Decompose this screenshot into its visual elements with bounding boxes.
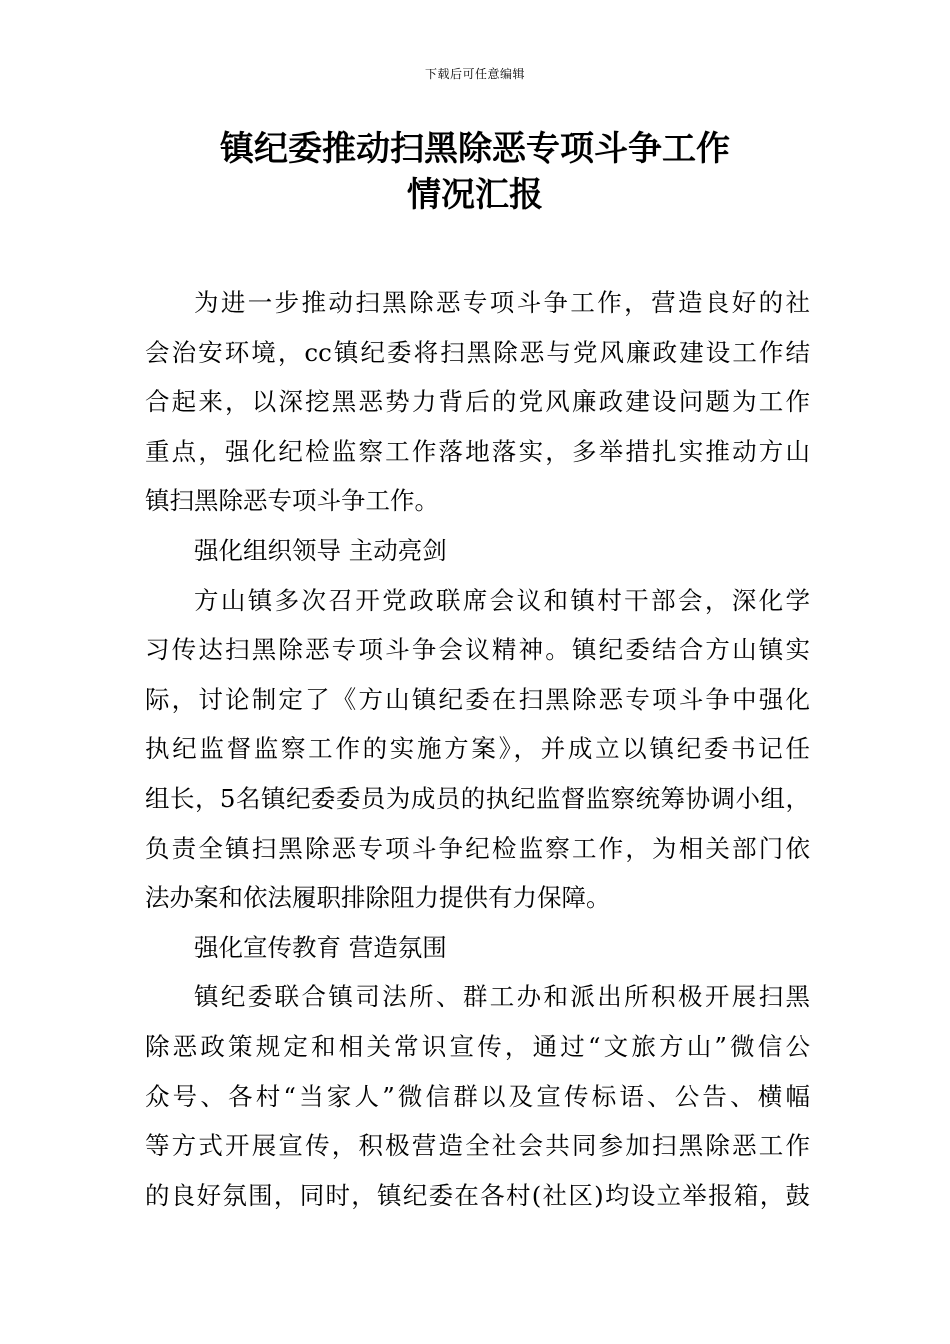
paragraph-line: 法办案和依法履职排除阻力提供有力保障。: [145, 883, 611, 913]
document-title: [0, 126, 950, 218]
paragraph-line: 的良好氛围，同时，镇纪委在各村(社区)均设立举报箱，鼓: [145, 1180, 810, 1210]
paragraph-line: 习传达扫黑除恶专项斗争会议精神。镇纪委结合方山镇实: [145, 635, 810, 665]
paragraph-line: 合起来，以深挖黑恶势力背后的党风廉政建设问题为工作: [145, 387, 810, 417]
document-body: [145, 278, 810, 1220]
paragraph-line: 执纪监督监察工作的实施方案》，并成立以镇纪委书记任: [145, 734, 810, 764]
paragraph-line: 组长，5名镇纪委委员为成员的执纪监督监察统筹协调小组，: [145, 783, 810, 813]
paragraph-line: 负责全镇扫黑除恶专项斗争纪检监察工作，为相关部门依: [145, 833, 810, 863]
title-line-1: 镇纪委推动扫黑除恶专项斗争工作: [220, 129, 730, 169]
paragraph-line: 为进一步推动扫黑除恶专项斗争工作，营造良好的社: [194, 288, 810, 317]
paragraph-line: 众号、各村“当家人”微信群以及宣传标语、公告、横幅: [145, 1081, 810, 1111]
paragraph-line: 会治安环境，cc镇纪委将扫黑除恶与党风廉政建设工作结: [145, 337, 810, 367]
paragraph-line: 方山镇多次召开党政联席会议和镇村干部会，深化学: [194, 585, 810, 615]
paragraph-line: 镇扫黑除恶专项斗争工作。: [145, 486, 439, 516]
paragraph-line: 等方式开展宣传，积极营造全社会共同参加扫黑除恶工作: [145, 1131, 810, 1161]
paragraph-line: 镇纪委联合镇司法所、群工办和派出所积极开展扫黑: [194, 982, 810, 1012]
paragraph-line: 际，讨论制定了《方山镇纪委在扫黑除恶专项斗争中强化: [145, 684, 810, 714]
header-note: 下载后可任意编辑: [424, 67, 525, 81]
title-line-2: 情况汇报: [407, 175, 543, 215]
paragraph-line: 除恶政策规定和相关常识宣传，通过“文旅方山”微信公: [145, 1031, 810, 1061]
section-heading: 强化组织领导 主动亮剑: [194, 535, 447, 565]
section-heading: 强化宣传教育 营造氛围: [194, 932, 447, 962]
paragraph-line: 重点，强化纪检监察工作落地落实，多举措扎实推动方山: [145, 436, 810, 466]
